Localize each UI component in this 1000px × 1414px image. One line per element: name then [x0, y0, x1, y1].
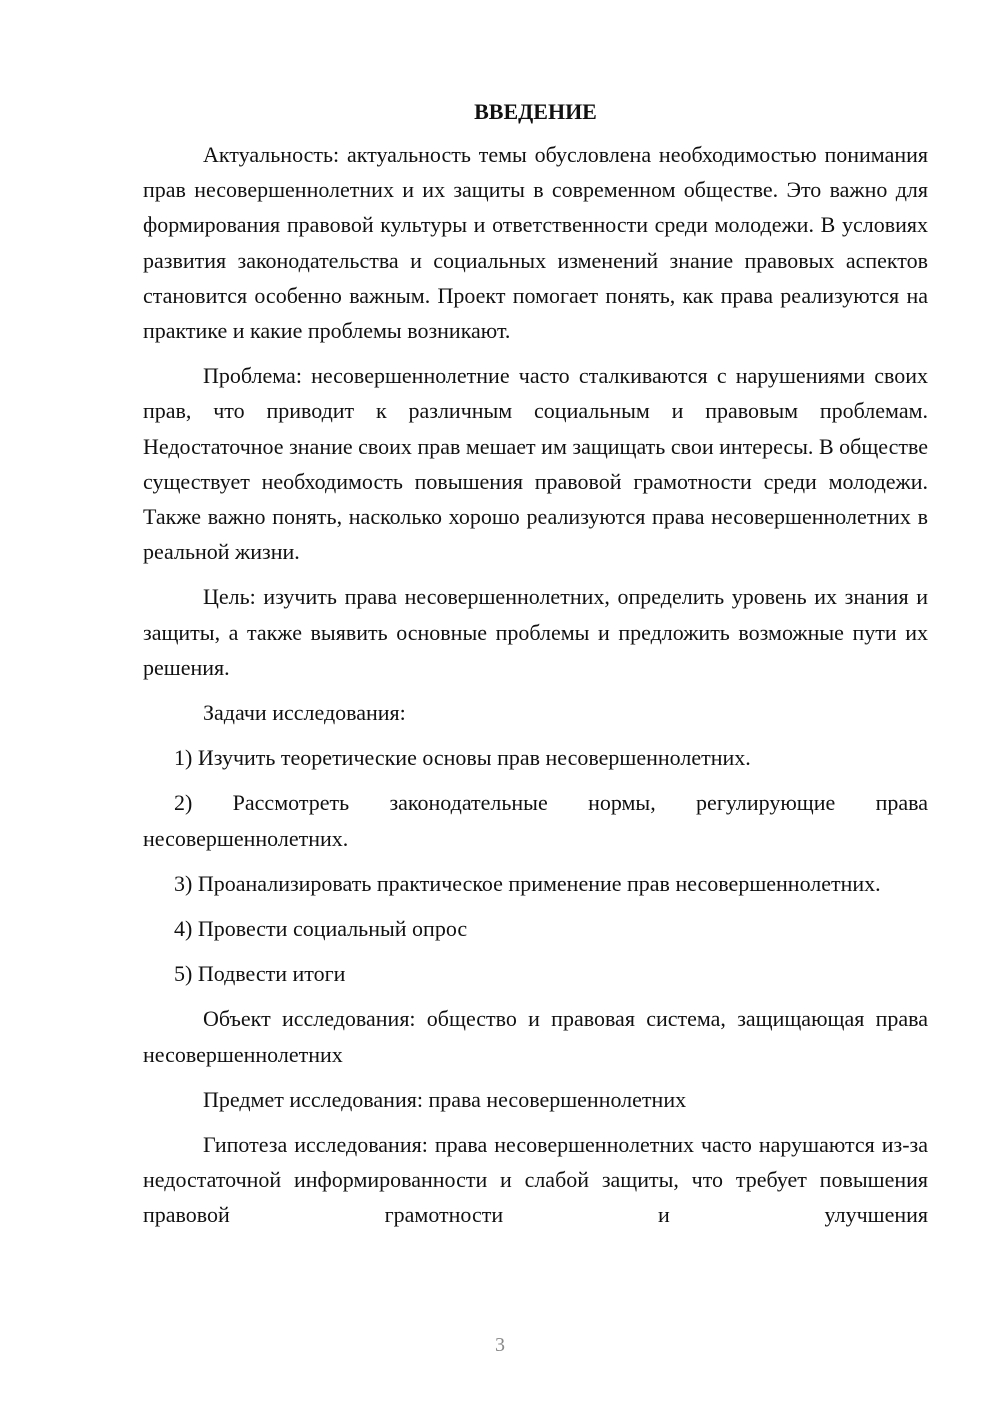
task-item-5: 5) Подвести итоги	[174, 961, 346, 987]
subject-paragraph: Предмет исследования: права несовершеннолетних	[203, 1086, 687, 1112]
problem-paragraph: Проблема: несовершеннолетние часто сталкиваются с нарушениями своих прав, что приводит к различным социальным и правовым проблемам. Недостаточное знание своих прав мешает им защищать свои интересы. В обществе существует необходимость повышения правовой грамотности среди молодежи. Также важно понять, насколько хорошо реализуются права несовершеннолетних в реальной жизни.	[143, 363, 928, 565]
relevance-paragraph: Актуальность: актуальность темы обусловлена необходимостью понимания прав несовершеннолетних и их защиты в современном обществе. Это важно для формирования правовой культуры и ответственности среди молодежи. В условиях развития законодательства и социальных изменений знание правовых аспектов становится особенно важным. Проект помогает понять, как права реализуются на практике и какие проблемы возникают.	[143, 142, 928, 344]
task-item-3: 3) Проанализировать практическое применение прав несовершеннолетних.	[174, 870, 881, 896]
goal-paragraph: Цель: изучить права несовершеннолетних, определить уровень их знания и защиты, а также выявить основные проблемы и предложить возможные пути их решения.	[143, 584, 928, 680]
tasks-heading: Задачи исследования:	[203, 700, 406, 726]
page-title: ВВЕДЕНИЕ	[474, 99, 597, 124]
task-item-4: 4) Провести социальный опрос	[174, 916, 468, 942]
hypothesis-paragraph: Гипотеза исследования: права несовершеннолетних часто нарушаются из-за недостаточной информированности и слабой защиты, что требует повышения правовой грамотности и улучшения	[143, 1132, 928, 1228]
page-number: 3	[495, 1334, 505, 1356]
task-item-1: 1) Изучить теоретические основы прав несовершеннолетних.	[174, 745, 751, 771]
object-paragraph: Объект исследования: общество и правовая система, защищающая права несовершеннолетних	[143, 1006, 928, 1067]
page-body	[143, 94, 928, 1233]
task-item-2: 2) Рассмотреть законодательные нормы, регулирующие права несовершеннолетних.	[143, 790, 928, 851]
